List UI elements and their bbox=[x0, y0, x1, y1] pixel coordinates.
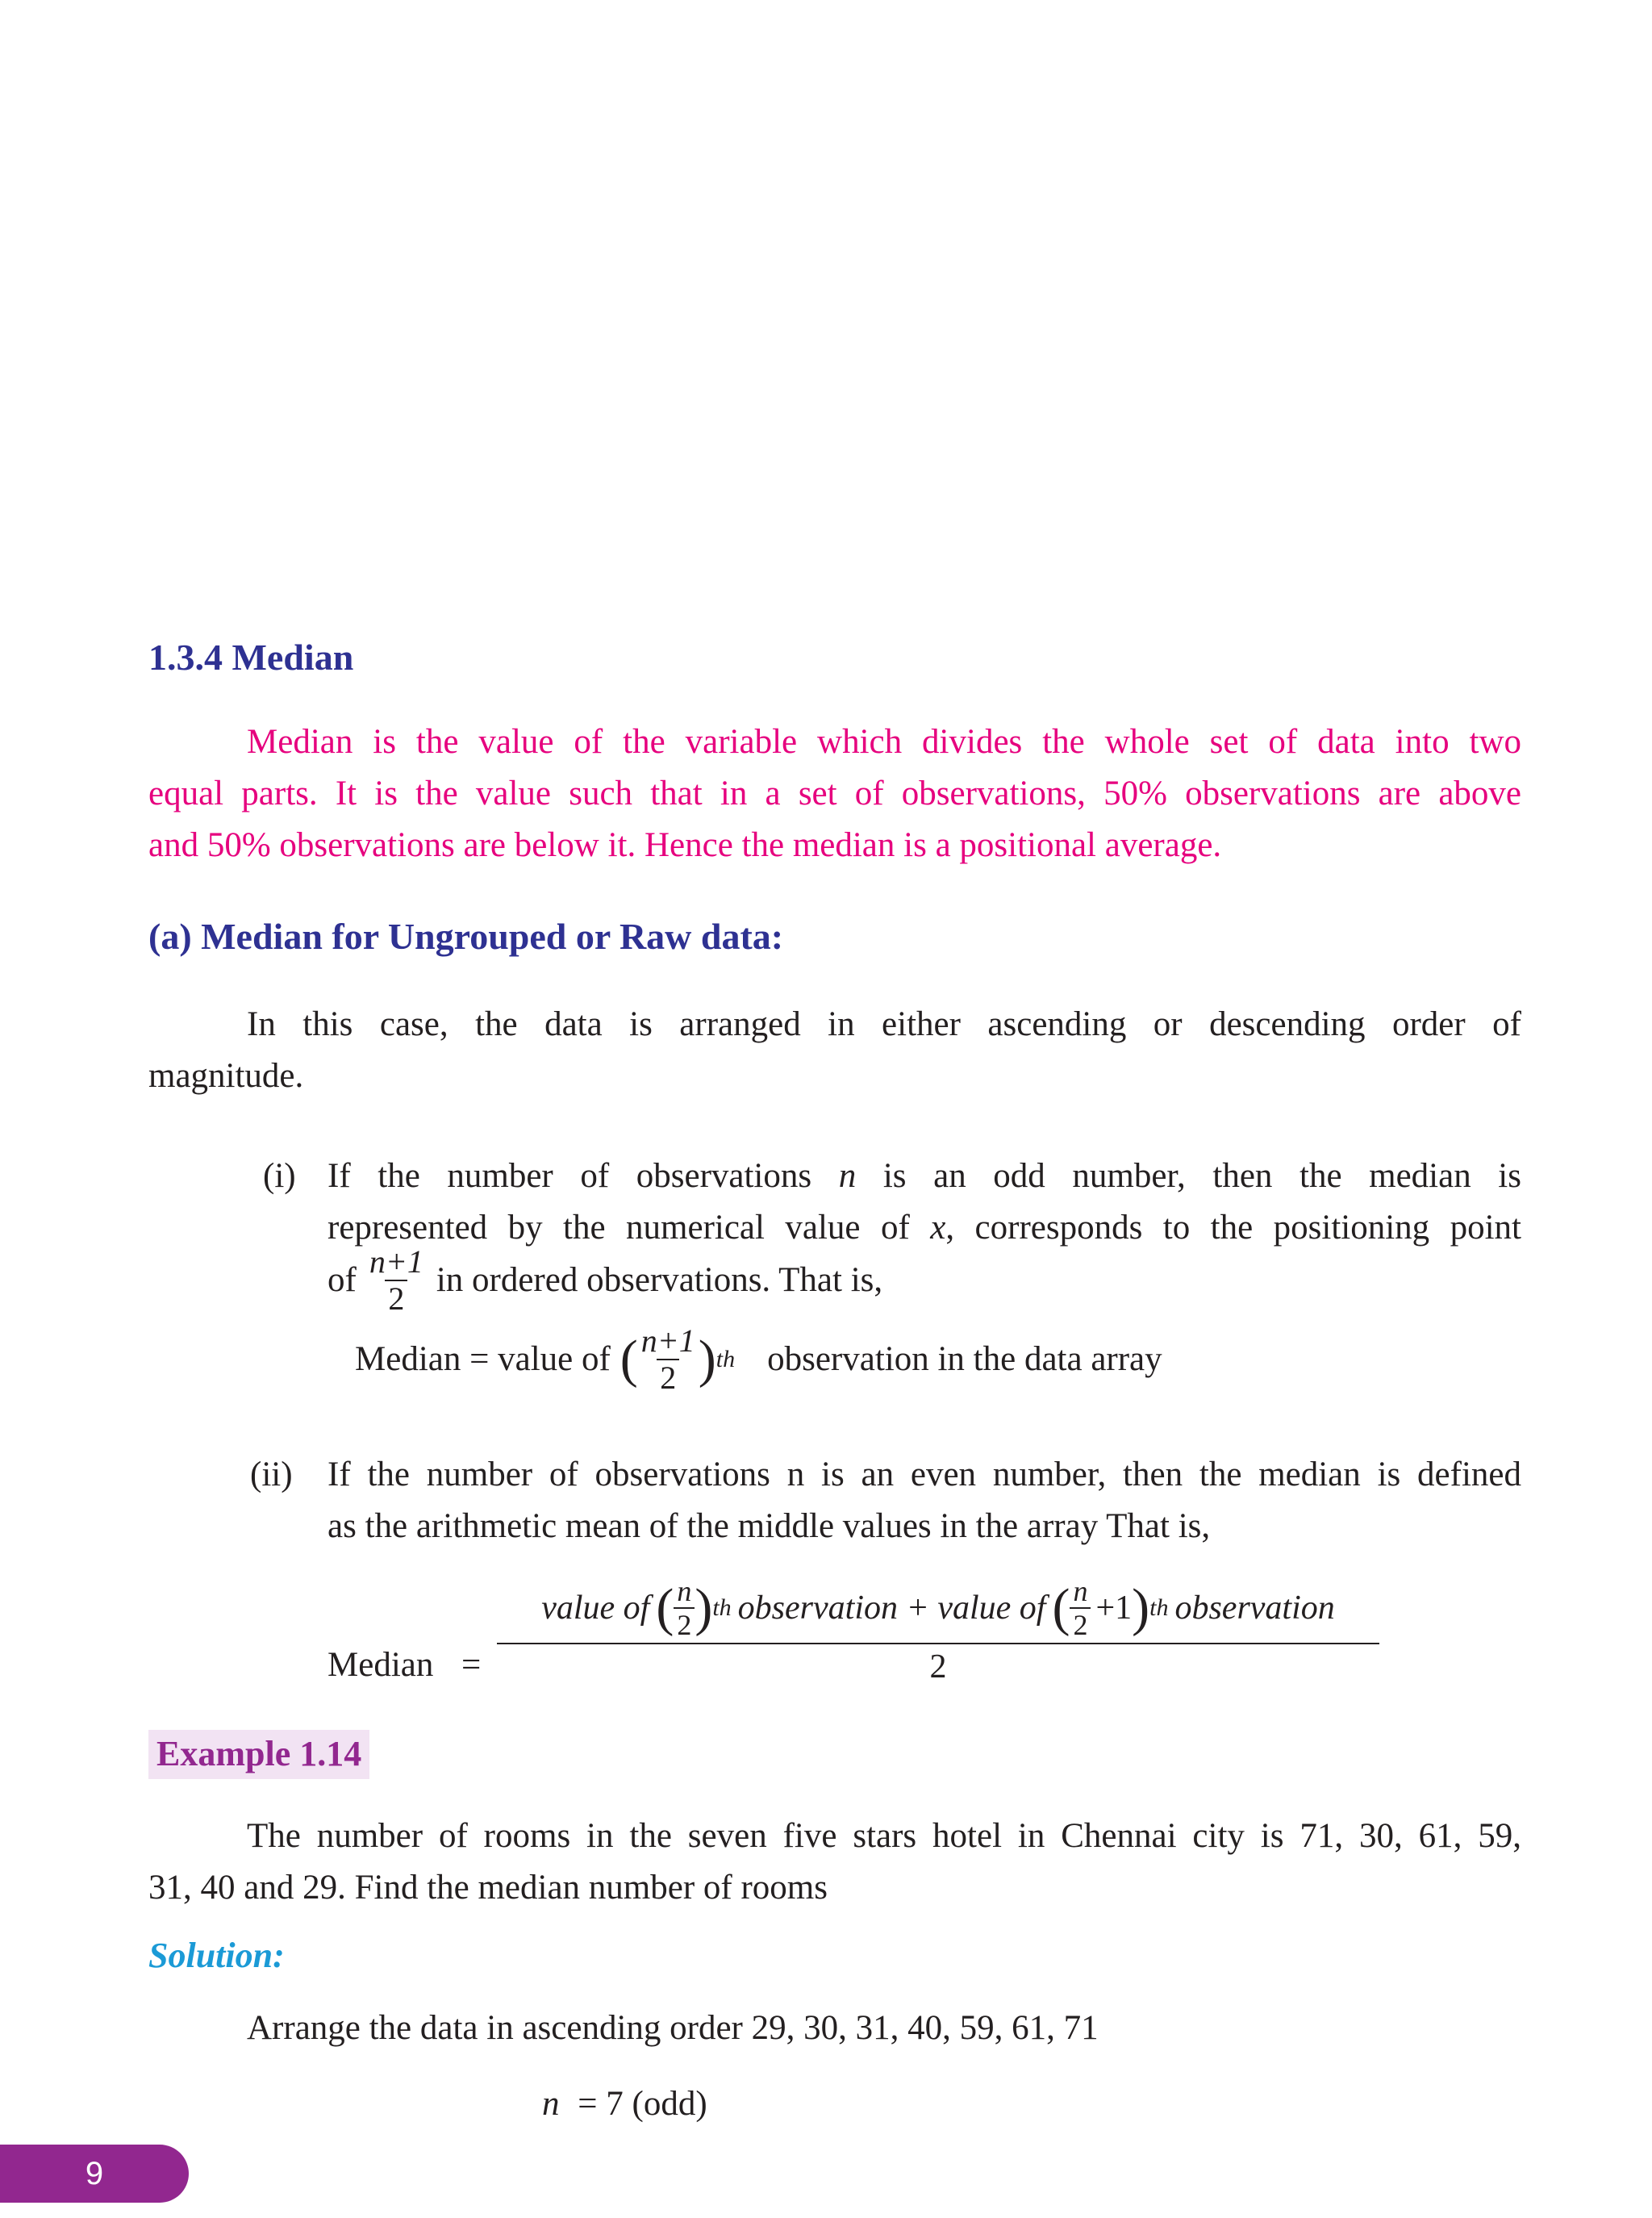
definition-line-2: equal parts. It is the value such that in a set of observations, 50% observations are above bbox=[148, 775, 1521, 812]
example-label: Example 1.14 bbox=[148, 1730, 369, 1779]
case-i-line-3: of $\frac{n+1}{2}$ in ordered observations. That is, bbox=[327, 1243, 883, 1317]
page-number: 9 bbox=[85, 2155, 104, 2191]
section-heading: 1.3.4 Median bbox=[148, 637, 354, 678]
definition-line-3: and 50% observations are below it. Hence the median is a positional average. bbox=[148, 826, 1222, 864]
equals-sign: = bbox=[461, 1646, 482, 1684]
median-odd-formula: Median = value of ( $\frac{n+1}{2}$ ) th observation in the data array bbox=[355, 1322, 1162, 1396]
case-i-line-2: represented by the numerical value of x, corresponds to the positioning point bbox=[327, 1209, 1522, 1247]
page-number-tab bbox=[0, 2145, 189, 2203]
case-ii-line-2: as the arithmetic mean of the middle values in the array That is, bbox=[327, 1507, 1211, 1545]
solution-label: Solution: bbox=[148, 1936, 285, 1975]
subsection-heading: (a) Median for Ungrouped or Raw data: bbox=[148, 916, 784, 957]
intro-line-2: magnitude. bbox=[148, 1057, 304, 1095]
solution-step-1: Arrange the data in ascending order 29, 30, 31, 40, 59, 61, 71 bbox=[247, 2009, 1099, 2047]
case-ii-line-1: If the number of observations n is an even number, then the median is defined bbox=[327, 1456, 1521, 1493]
definition-line-1: Median is the value of the variable which divides the whole set of data into two bbox=[247, 723, 1521, 761]
intro-line-1: In this case, the data is arranged in either ascending or descending order of bbox=[247, 1005, 1521, 1043]
example-problem-line-1: The number of rooms in the seven five stars hotel in Chennai city is 71, 30, 61, 59, bbox=[247, 1817, 1521, 1855]
fraction-n-plus-1-over-2: $\frac{n+1}{2}$ bbox=[640, 1322, 695, 1396]
fraction-n-plus-1-over-2: $\frac{n+1}{2}$ bbox=[369, 1243, 423, 1317]
case-i-line-1: If the number of observations n is an odd number, then the median is bbox=[327, 1157, 1521, 1195]
median-even-numerator: value of ( $\frac{n}{2}$ ) th observation + value of ( $\frac{n}{2}$ +1 ) th observation bbox=[541, 1575, 1335, 1641]
solution-step-2: n = 7 (odd) bbox=[542, 2085, 707, 2123]
median-even-fraction bbox=[497, 1577, 1379, 1686]
median-even-label: Median bbox=[327, 1646, 434, 1684]
case-ii-marker: (ii) bbox=[250, 1456, 293, 1493]
median-even-denominator: 2 bbox=[929, 1648, 947, 1685]
case-i-marker: (i) bbox=[263, 1157, 296, 1195]
example-problem-line-2: 31, 40 and 29. Find the median number of rooms bbox=[148, 1869, 828, 1907]
